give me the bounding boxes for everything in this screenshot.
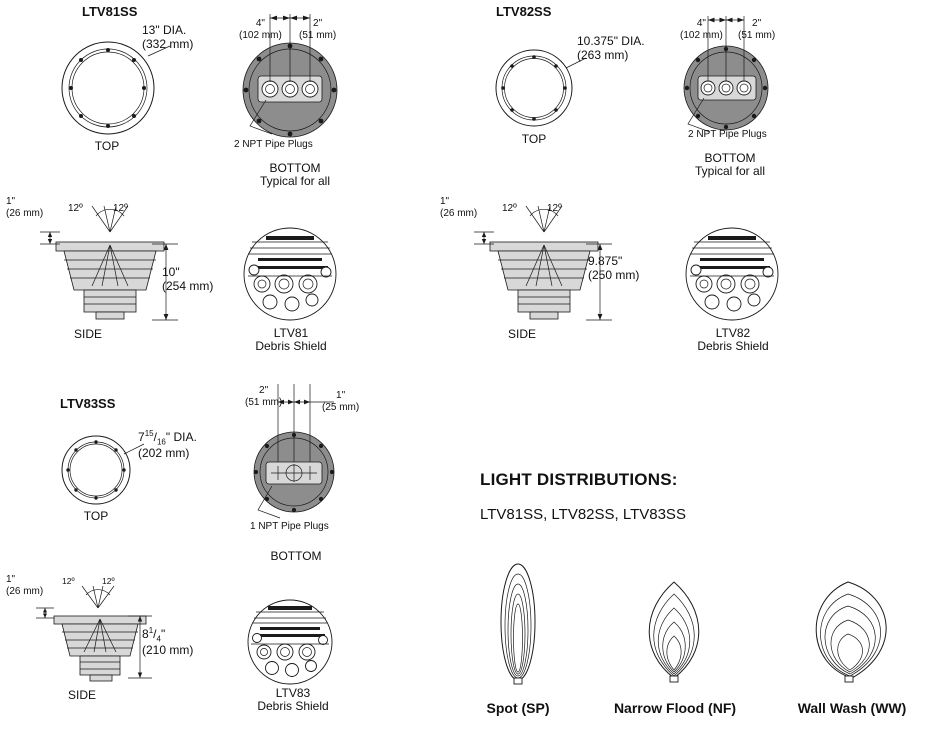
ltv82-diameter-callout: 10.375" DIA. (263 mm) — [577, 34, 645, 62]
ltv83-title: LTV83SS — [60, 396, 116, 411]
ltv83-angle-left: 12º — [62, 576, 75, 586]
ltv82-bottom-view-label: BOTTOM Typical for all — [694, 151, 766, 178]
ltv83-angle-right: 12º — [102, 576, 115, 586]
ltv82-top-view-label: TOP — [521, 132, 547, 146]
light-distributions-models: LTV81SS, LTV82SS, LTV83SS — [480, 506, 686, 523]
ltv82-dim-height: 9.875" (250 mm) — [588, 254, 640, 282]
ltv82-lip-dim-arrow — [472, 228, 502, 250]
light-distributions-heading: LIGHT DISTRIBUTIONS: — [480, 470, 678, 489]
ltv81-pipe-plug-note: 2 NPT Pipe Plugs — [234, 139, 313, 150]
distribution-narrow-flood-diagram — [618, 580, 748, 690]
ltv83-pipe-plug-note: 1 NPT Pipe Plugs — [250, 521, 329, 532]
ltv81-top-view-label: TOP — [94, 139, 120, 153]
ltv81-angle-left: 12º — [68, 203, 83, 214]
ltv83-dim-2in: 2" (51 mm) — [245, 385, 283, 408]
ltv82-pipe-plug-note: 2 NPT Pipe Plugs — [688, 129, 767, 140]
ltv81-dim-4in: 4" (102 mm) — [239, 18, 282, 41]
ltv82-height-dim-arrow — [582, 240, 620, 326]
distribution-spot-diagram — [478, 560, 588, 690]
distribution-wall-wash-diagram — [790, 578, 920, 690]
ltv81-top-view — [52, 36, 182, 146]
ltv82-dim-lip: 1" (26 mm) — [440, 196, 478, 219]
ltv82-title: LTV82SS — [496, 4, 552, 19]
ltv81-lip-dim-arrow — [38, 228, 68, 250]
ltv83-top-view-label: TOP — [83, 509, 109, 523]
ltv83-dim-height: $8^1/_4$" (210 mm) — [142, 626, 194, 657]
ltv81-title: LTV81SS — [82, 4, 138, 19]
distribution-spot-caption: Spot (SP) — [486, 700, 550, 716]
distribution-narrow-flood-caption: Narrow Flood (NF) — [613, 700, 737, 716]
ltv83-lip-dim-arrow — [34, 604, 60, 624]
ltv81-shield-label: LTV81 Debris Shield — [255, 326, 327, 353]
ltv81-bottom-view-label: BOTTOM Typical for all — [259, 161, 331, 188]
ltv82-angle-left: 12º — [502, 203, 517, 214]
ltv81-dim-2in: 2" (51 mm) — [299, 18, 337, 41]
ltv82-shield-label: LTV82 Debris Shield — [697, 326, 769, 353]
ltv81-debris-shield — [236, 226, 346, 322]
ltv83-shield-label: LTV83 Debris Shield — [257, 686, 329, 713]
ltv81-diameter-callout: 13" DIA. (332 mm) — [142, 23, 194, 51]
ltv81-dim-height: 10" (254 mm) — [162, 265, 214, 293]
ltv83-diameter-callout: $7^{15}/_{16}$" DIA. (202 mm) — [138, 429, 197, 460]
ltv83-bottom-view — [238, 410, 358, 522]
ltv83-dim-1in: 1" (25 mm) — [322, 390, 360, 413]
ltv81-angle-right: 12º — [113, 203, 128, 214]
ltv83-debris-shield — [240, 596, 344, 688]
ltv81-dim-lip: 1" (26 mm) — [6, 196, 44, 219]
ltv81-side-view-label: SIDE — [73, 327, 102, 341]
ltv82-bottom-view — [672, 28, 792, 140]
ltv82-dim-4in: 4" (102 mm) — [680, 18, 723, 41]
ltv82-dim-2in: 2" (51 mm) — [738, 18, 776, 41]
distribution-wall-wash-caption: Wall Wash (WW) — [797, 700, 907, 716]
ltv82-angle-right: 12º — [547, 203, 562, 214]
ltv83-dim-lip: 1" (26 mm) — [6, 574, 44, 597]
ltv83-bottom-view-label: BOTTOM — [270, 549, 322, 563]
ltv82-debris-shield — [678, 226, 788, 322]
ltv82-side-view-label: SIDE — [507, 327, 536, 341]
ltv83-side-view-label: SIDE — [67, 688, 96, 702]
